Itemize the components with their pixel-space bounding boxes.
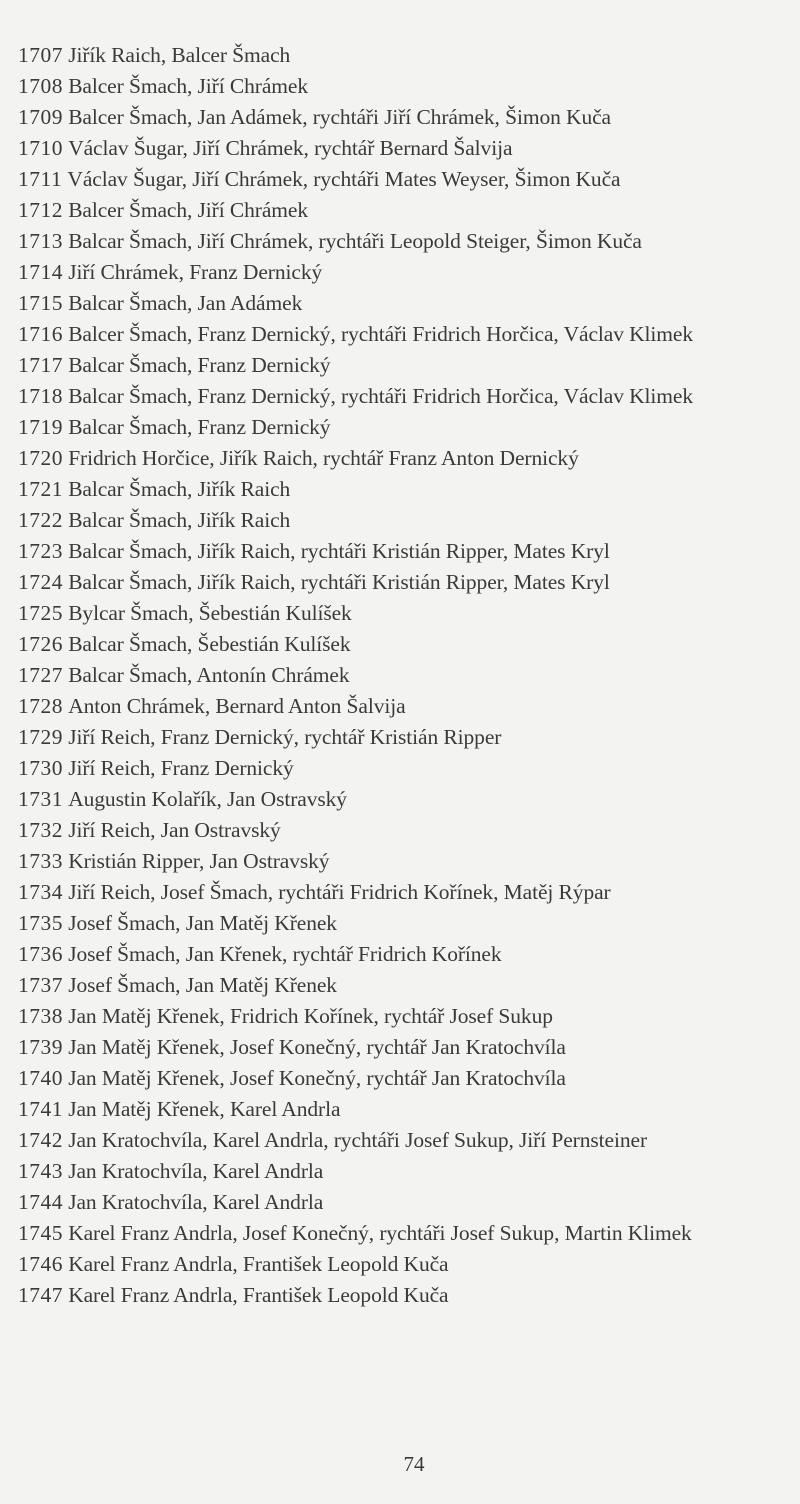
list-item [18,195,793,226]
list-item [18,443,793,474]
entry-year: 1745 [18,1221,63,1245]
entry-names: Karel Franz Andrla, František Leopold Kuča [68,1283,449,1307]
entry-names: Fridrich Horčice, Jiřík Raich, rychtář Franz Anton Dernický [68,446,579,470]
entry-year: 1742 [18,1128,63,1152]
entry-year: 1724 [18,570,63,594]
entry-year: 1711 [18,167,63,191]
entry-year: 1727 [18,663,63,687]
list-item [18,691,793,722]
entry-year: 1716 [18,322,63,346]
entry-names: Anton Chrámek, Bernard Anton Šalvija [68,694,406,718]
list-item [18,629,793,660]
entry-year: 1737 [18,973,63,997]
entry-names: Balcar Šmach, Jan Adámek [68,291,303,315]
list-item [18,257,793,288]
entry-names: Jiří Reich, Franz Dernický, rychtář Kristián Ripper [68,725,502,749]
entry-year: 1743 [18,1159,63,1183]
list-item [18,1063,793,1094]
entry-year: 1719 [18,415,63,439]
list-item [18,40,793,71]
list-item [18,660,793,691]
entry-names: Jiří Reich, Josef Šmach, rychtáři Fridrich Kořínek, Matěj Rýpar [68,880,611,904]
list-item [18,1001,793,1032]
list-item [18,536,793,567]
entry-names: Václav Šugar, Jiří Chrámek, rychtáři Mates Weyser, Šimon Kuča [67,167,621,191]
list-item [18,567,793,598]
entry-names: Balcar Šmach, Jiřík Raich, rychtáři Kristián Ripper, Mates Kryl [68,539,610,563]
entry-names: Jan Matěj Křenek, Josef Konečný, rychtář Jan Kratochvíla [68,1035,566,1059]
list-item [18,474,793,505]
entry-year: 1726 [18,632,63,656]
entry-names: Balcar Šmach, Franz Dernický [68,415,331,439]
entry-names: Josef Šmach, Jan Matěj Křenek [68,973,337,997]
list-item [18,133,793,164]
entry-year: 1718 [18,384,63,408]
list-item [18,815,793,846]
entry-names: Bylcar Šmach, Šebestián Kulíšek [68,601,352,625]
list-item [18,288,793,319]
list-item [18,722,793,753]
list-item [18,1249,793,1280]
entry-year: 1720 [18,446,63,470]
entry-names: Jiří Chrámek, Franz Dernický [68,260,323,284]
list-item [18,784,793,815]
entry-year: 1746 [18,1252,63,1276]
entry-year: 1729 [18,725,63,749]
entry-names: Jiří Reich, Franz Dernický [68,756,294,780]
entry-names: Balcar Šmach, Šebestián Kulíšek [68,632,351,656]
entry-names: Jan Kratochvíla, Karel Andrla [68,1159,324,1183]
list-item [18,1032,793,1063]
list-item [18,939,793,970]
entry-names: Josef Šmach, Jan Matěj Křenek [68,911,337,935]
entry-year: 1713 [18,229,63,253]
entry-year: 1731 [18,787,63,811]
entry-names: Jan Matěj Křenek, Karel Andrla [68,1097,341,1121]
entry-names: Balcar Šmach, Jiřík Raich [68,508,291,532]
entry-names: Balcar Šmach, Jiřík Raich, rychtáři Kristián Ripper, Mates Kryl [68,570,610,594]
entry-names: Balcar Šmach, Jiřík Raich [68,477,291,501]
entry-names: Balcer Šmach, Jan Adámek, rychtáři Jiří Chrámek, Šimon Kuča [68,105,611,129]
entry-year: 1739 [18,1035,63,1059]
entry-year: 1735 [18,911,63,935]
entry-names: Jiří Reich, Jan Ostravský [68,818,281,842]
entry-names: Karel Franz Andrla, František Leopold Kuča [68,1252,449,1276]
list-item [18,1094,793,1125]
entry-year: 1728 [18,694,63,718]
entry-names: Augustin Kolařík, Jan Ostravský [68,787,347,811]
page-number: 74 [403,1452,425,1476]
list-item [18,319,793,350]
list-item [18,71,793,102]
entry-names: Balcar Šmach, Antonín Chrámek [68,663,350,687]
list-item [18,164,793,195]
entry-names: Kristián Ripper, Jan Ostravský [68,849,330,873]
entry-year: 1714 [18,260,63,284]
entry-year: 1736 [18,942,63,966]
entry-names: Balcar Šmach, Franz Dernický [68,353,331,377]
entry-names: Balcer Šmach, Franz Dernický, rychtáři Fridrich Horčica, Václav Klimek [68,322,694,346]
list-item [18,350,793,381]
entry-names: Josef Šmach, Jan Křenek, rychtář Fridrich Kořínek [68,942,502,966]
entry-year: 1707 [18,43,63,67]
list-item [18,412,793,443]
entry-names: Balcar Šmach, Franz Dernický, rychtáři Fridrich Horčica, Václav Klimek [68,384,694,408]
entry-year: 1712 [18,198,63,222]
entry-year: 1730 [18,756,63,780]
list-item [18,877,793,908]
entry-names: Jan Kratochvíla, Karel Andrla [68,1190,324,1214]
entry-year: 1747 [18,1283,63,1307]
entry-names: Karel Franz Andrla, Josef Konečný, rychtáři Josef Sukup, Martin Klimek [68,1221,692,1245]
entry-year: 1723 [18,539,63,563]
entry-year: 1721 [18,477,63,501]
entry-names: Jan Matěj Křenek, Fridrich Kořínek, rychtář Josef Sukup [68,1004,553,1028]
entry-names: Václav Šugar, Jiří Chrámek, rychtář Bernard Šalvija [68,136,513,160]
entry-names: Balcer Šmach, Jiří Chrámek [68,198,308,222]
entry-year: 1722 [18,508,63,532]
entry-year: 1741 [18,1097,63,1121]
entry-year: 1708 [18,74,63,98]
list-item [18,102,793,133]
list-item [18,1218,793,1249]
list-item [18,1125,793,1156]
entry-names: Jan Kratochvíla, Karel Andrla, rychtáři Josef Sukup, Jiří Pernsteiner [68,1128,648,1152]
list-item [18,753,793,784]
entry-year: 1710 [18,136,63,160]
entry-year: 1725 [18,601,63,625]
entry-names: Jiřík Raich, Balcer Šmach [68,43,291,67]
entry-names: Balcar Šmach, Jiří Chrámek, rychtáři Leopold Steiger, Šimon Kuča [68,229,642,253]
entry-year: 1744 [18,1190,63,1214]
entry-year: 1715 [18,291,63,315]
list-item [18,846,793,877]
entry-year: 1717 [18,353,63,377]
entry-year: 1732 [18,818,63,842]
year-entries-list [18,40,793,1311]
entry-year: 1734 [18,880,63,904]
list-item [18,598,793,629]
entry-year: 1733 [18,849,63,873]
entry-year: 1738 [18,1004,63,1028]
list-item [18,908,793,939]
list-item [18,505,793,536]
entry-year: 1740 [18,1066,63,1090]
entry-names: Balcer Šmach, Jiří Chrámek [68,74,308,98]
list-item [18,1187,793,1218]
entry-year: 1709 [18,105,63,129]
list-item [18,226,793,257]
list-item [18,381,793,412]
list-item [18,1156,793,1187]
list-item [18,970,793,1001]
entry-names: Jan Matěj Křenek, Josef Konečný, rychtář Jan Kratochvíla [68,1066,566,1090]
list-item [18,1280,793,1311]
